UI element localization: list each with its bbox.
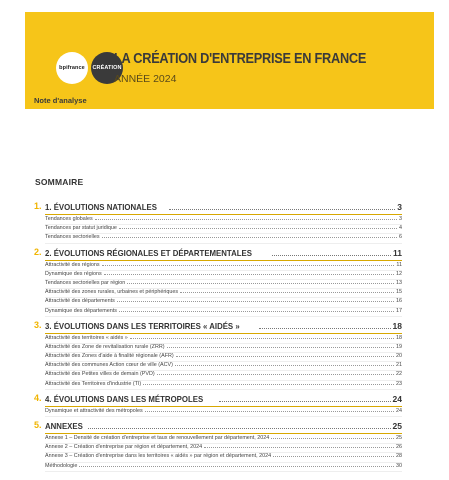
toc-item-label: Annexe 1 – Densité de création d'entreprise et taux de renouvellement par département, 2024 <box>45 435 270 441</box>
toc-item[interactable] <box>45 353 402 362</box>
toc-item[interactable] <box>45 234 402 243</box>
section-page: 3 <box>397 202 402 212</box>
toc-item-label: Dynamique et attractivité des métropoles <box>45 407 143 414</box>
section-title: 3. ÉVOLUTIONS DANS LES TERRITOIRES « AIDÉS » <box>45 320 240 331</box>
toc-item[interactable] <box>45 335 402 344</box>
section-divider <box>45 260 402 261</box>
dot-leader <box>95 219 397 220</box>
toc-item-label: Attractivité des régions <box>45 261 100 268</box>
toc-section-5 <box>34 420 402 472</box>
dot-leader <box>180 292 394 293</box>
toc-section-4 <box>34 393 402 417</box>
toc-item-label: Tendances sectorielles <box>45 234 100 241</box>
dot-leader <box>88 420 390 429</box>
section-divider <box>45 214 402 215</box>
toc-item[interactable] <box>45 216 402 225</box>
toc-section-heading[interactable] <box>34 201 402 214</box>
dot-leader <box>130 338 394 339</box>
toc-item-page: 12 <box>396 270 402 277</box>
section-title: ANNEXES <box>45 421 83 431</box>
section-page: 11 <box>393 247 402 258</box>
toc-item-label: Dynamique des départements <box>45 307 117 314</box>
dot-leader <box>104 274 394 275</box>
toc-item[interactable] <box>45 308 402 317</box>
toc-item[interactable] <box>45 298 402 307</box>
section-number: 4. <box>34 392 42 403</box>
dot-leader <box>102 237 397 238</box>
dot-leader <box>157 374 394 375</box>
dot-leader <box>167 347 394 348</box>
toc-section-3 <box>34 320 402 390</box>
dot-leader <box>102 265 395 266</box>
toc-item-page: 19 <box>396 343 402 350</box>
toc-item-page: 30 <box>396 462 402 469</box>
toc-item-label: Dynamique des régions <box>45 270 102 277</box>
toc-item[interactable] <box>45 435 402 444</box>
toc-item-page: 11 <box>396 261 402 268</box>
toc-item-label: Tendances globales <box>45 216 93 222</box>
page-title: LA CRÉATION D'ENTREPRISE EN FRANCE <box>114 51 367 67</box>
toc-item[interactable] <box>45 271 402 280</box>
toc-item-page: 28 <box>396 453 402 460</box>
dot-leader <box>176 356 394 357</box>
dot-leader <box>273 456 394 457</box>
toc-item-page: 21 <box>396 362 402 369</box>
toc-section-heading[interactable] <box>34 247 402 260</box>
dot-leader <box>127 283 394 284</box>
section-number: 2. <box>34 246 42 257</box>
toc-item-page: 23 <box>396 380 402 387</box>
toc-item[interactable] <box>45 344 402 353</box>
section-divider <box>45 333 402 334</box>
toc-item-label: Attractivité des zones rurales, urbaines et périphériques <box>45 289 179 296</box>
toc-item[interactable] <box>45 381 402 390</box>
dot-leader <box>119 228 397 229</box>
toc-section-heading[interactable] <box>34 393 402 406</box>
section-title: 1. ÉVOLUTIONS NATIONALES <box>45 202 157 212</box>
dot-leader <box>259 320 391 329</box>
summary-heading: SOMMAIRE <box>35 177 84 187</box>
toc-section-heading[interactable] <box>34 320 402 333</box>
section-page: 18 <box>392 320 402 331</box>
toc-item-page: 18 <box>396 334 402 341</box>
dot-leader <box>271 438 394 439</box>
toc-item-label: Annexe 2 – Création d'entreprise par région et département, 2024 <box>45 444 203 451</box>
toc-item-page: 15 <box>396 289 402 296</box>
toc-item-label: Tendances par statut juridique <box>45 225 117 232</box>
toc-item-label: Tendances sectorielles par région <box>45 279 126 286</box>
section-number: 5. <box>34 420 42 430</box>
dot-leader <box>119 311 394 312</box>
toc-item-page: 24 <box>396 407 402 414</box>
section-number: 3. <box>34 319 42 330</box>
toc-item[interactable] <box>45 463 402 472</box>
bpifrance-logo: bpifrance <box>56 52 88 84</box>
creation-logo: CRÉATION <box>91 52 123 84</box>
toc-item[interactable] <box>45 289 402 298</box>
toc-section-2 <box>34 247 402 317</box>
dot-leader <box>204 447 394 448</box>
dot-leader <box>175 365 394 366</box>
toc-item[interactable] <box>45 371 402 380</box>
toc-item-page: 25 <box>396 435 402 441</box>
toc-item[interactable] <box>45 280 402 289</box>
section-divider <box>45 406 402 407</box>
toc-item-label: Attractivité des départements <box>45 298 115 305</box>
toc-item-page: 16 <box>396 298 402 305</box>
report-year: ANNÉE 2024 <box>114 73 177 85</box>
dot-leader <box>117 301 394 302</box>
toc-item[interactable] <box>45 262 402 271</box>
toc-item-page: 17 <box>396 307 402 314</box>
toc-section-1 <box>34 201 402 244</box>
toc-item-label: Attractivité des Territoires d'industrie (TI) <box>45 380 142 387</box>
toc-item-label: Attractivité des Zones d'aide à finalité régionale (AFR) <box>45 353 174 360</box>
table-of-contents <box>34 201 402 473</box>
dot-leader <box>79 466 394 467</box>
toc-item-page: 13 <box>396 279 402 286</box>
toc-section-heading[interactable] <box>34 420 402 433</box>
toc-item-page: 26 <box>396 444 402 451</box>
toc-item-label: Attractivité des territoires « aidés » <box>45 334 128 341</box>
section-page: 24 <box>392 393 402 404</box>
toc-item-label: Annexe 3 – Création d'entreprise dans les territoires « aidés » par région et département, 2024 <box>45 453 272 460</box>
section-title: 2. ÉVOLUTIONS RÉGIONALES ET DÉPARTEMENTALES <box>45 247 252 258</box>
dot-leader <box>143 384 394 385</box>
toc-item-label: Attractivité des Petites villes de demain (PVD) <box>45 371 155 378</box>
toc-item[interactable] <box>45 362 402 371</box>
toc-item-page: 20 <box>396 353 402 360</box>
toc-item-page: 3 <box>399 216 402 222</box>
toc-item-label: Attractivité des communes Action cœur de ville (ACV) <box>45 362 173 369</box>
section-title: 4. ÉVOLUTIONS DANS LES MÉTROPOLES <box>45 393 204 404</box>
toc-item-page: 22 <box>396 371 402 378</box>
toc-item[interactable] <box>45 225 402 234</box>
dot-leader <box>145 411 394 412</box>
document-type-label: Note d'analyse <box>34 96 87 105</box>
toc-item-page: 6 <box>399 234 402 241</box>
toc-item[interactable] <box>45 408 402 417</box>
section-divider <box>45 433 402 434</box>
toc-item-label: Attractivité des Zone de revitalisation rurale (ZRR) <box>45 343 165 350</box>
dot-leader <box>272 247 391 256</box>
dot-leader <box>169 201 396 210</box>
dot-leader <box>219 393 391 402</box>
toc-item-page: 4 <box>399 225 402 232</box>
toc-item[interactable] <box>45 453 402 462</box>
section-page: 25 <box>392 421 402 431</box>
toc-item[interactable] <box>45 444 402 453</box>
section-number: 1. <box>34 201 42 211</box>
toc-item-label: Méthodologie <box>45 462 78 469</box>
